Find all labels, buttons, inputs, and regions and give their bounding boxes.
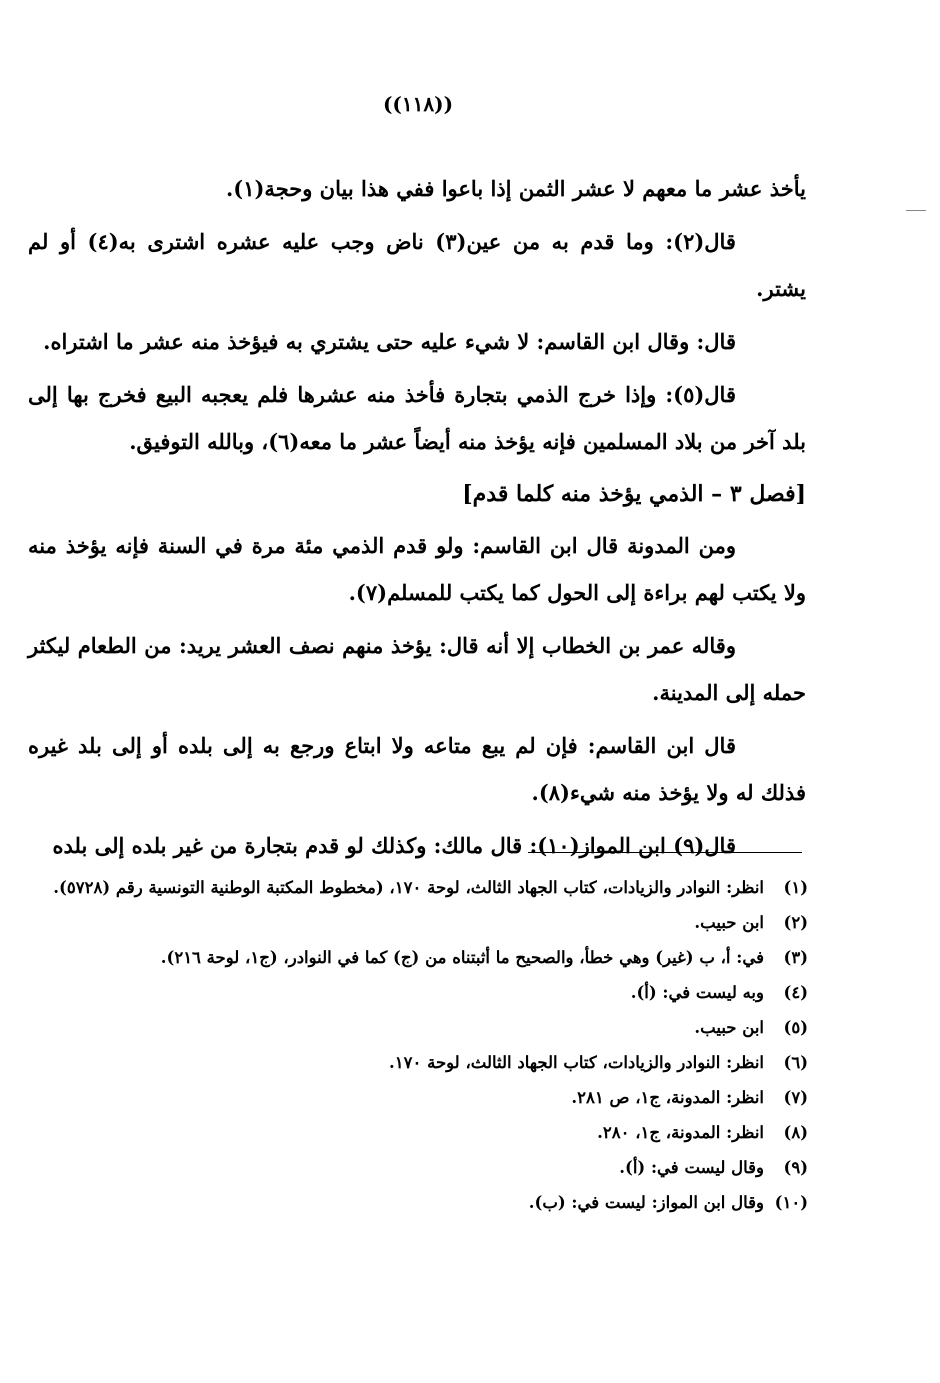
paragraph: قال ابن القاسم: فإن لم يبع متاعه ولا ابتاع ورجع به إلى بلده أو إلى بلد غيره فذلك له ولا يؤخذ منه شيء(٨). [28, 733, 806, 805]
footnote [30, 1080, 808, 1115]
paragraph: وقاله عمر بن الخطاب إلا أنه قال: يؤخذ منهم نصف العشر يريد: من الطعام ليكثر حمله إلى المدينة. [28, 633, 806, 705]
footnote-text: ابن حبيب. [694, 1018, 764, 1037]
footnotes [30, 870, 808, 1220]
footnote [30, 1045, 808, 1080]
footnote-text: وقال ليست في: (أ). [619, 1158, 764, 1177]
footnote [30, 1010, 808, 1045]
footnote-number: (١) [783, 878, 808, 897]
footnote-number: (٧) [783, 1088, 808, 1107]
footnote [30, 975, 808, 1010]
paragraph: قال: وقال ابن القاسم: لا شيء عليه حتى يشتري به فيؤخذ منه عشر ما اشتراه. [43, 329, 736, 354]
margin-mark [906, 210, 926, 211]
main-text [28, 165, 806, 875]
footnote [30, 870, 808, 905]
paragraph: يأخذ عشر ما معهم لا عشر الثمن إذا باعوا ففي هذا بيان وحجة(١). [225, 176, 806, 201]
footnote-text: وقال ابن المواز: ليست في: (ب). [528, 1193, 764, 1212]
footnote-text: انظر: النوادر والزيادات، كتاب الجهاد الثالث، لوحة ١٧٠، (مخطوط المكتبة الوطنية التونسية رقم (٥٧٢٨). [53, 878, 764, 897]
footnote-text: وبه ليست في: (أ). [630, 983, 764, 1002]
footnote-number: (٥) [783, 1018, 808, 1037]
footnote-number: (٨) [783, 1123, 808, 1142]
footnote-text: في: أ، ب (غير) وهي خطأ، والصحيح ما أثبتناه من (ج) كما في النوادر، (ج١، لوحة ٢١٦). [160, 948, 764, 967]
section-heading: [فصل ٣ – الذمي يؤخذ منه كلما قدم] [462, 481, 806, 507]
footnote-separator [528, 852, 802, 853]
footnote-text: ابن حبيب. [694, 913, 764, 932]
footnote-number: (٤) [783, 983, 808, 1002]
footnote [30, 1185, 808, 1220]
footnote-number: (٢) [783, 913, 808, 932]
paragraph: قال(٢): وما قدم به من عين(٣) ناض وجب عليه عشره اشترى به(٤) أو لم يشتر. [28, 229, 806, 301]
footnote-number: (٣) [783, 948, 808, 967]
footnote-number: (٩) [783, 1158, 808, 1177]
footnote [30, 1150, 808, 1185]
paragraph: قال(٥): وإذا خرج الذمي بتجارة فأخذ منه عشرها فلم يعجبه البيع فخرج بها إلى بلد آخر من بلاد المسلمين فإنه يؤخذ منه أيضاً عشر ما معه(٦)، وبالله التوفيق. [28, 382, 806, 454]
footnote [30, 940, 808, 975]
footnote [30, 905, 808, 940]
footnote-text: انظر: المدونة، ج١، ص ٢٨١. [571, 1088, 764, 1107]
footnote-number: (٦) [783, 1053, 808, 1072]
page-number: ((١١٨)) [382, 92, 454, 116]
paragraph: قال(٩) ابن المواز(١٠): قال مالك: وكذلك لو قدم بتجارة من غير بلده إلى بلده [52, 833, 736, 858]
footnote-number: (١٠) [774, 1193, 808, 1212]
footnote-text: انظر: المدونة، ج١، ٢٨٠. [597, 1123, 764, 1142]
footnote [30, 1115, 808, 1150]
paragraph: ومن المدونة قال ابن القاسم: ولو قدم الذمي مئة مرة في السنة فإنه يؤخذ منه ولا يكتب لهم براءة إلى الحول كما يكتب للمسلم(٧). [28, 533, 806, 605]
footnote-text: انظر: النوادر والزيادات، كتاب الجهاد الثالث، لوحة ١٧٠. [389, 1053, 764, 1072]
